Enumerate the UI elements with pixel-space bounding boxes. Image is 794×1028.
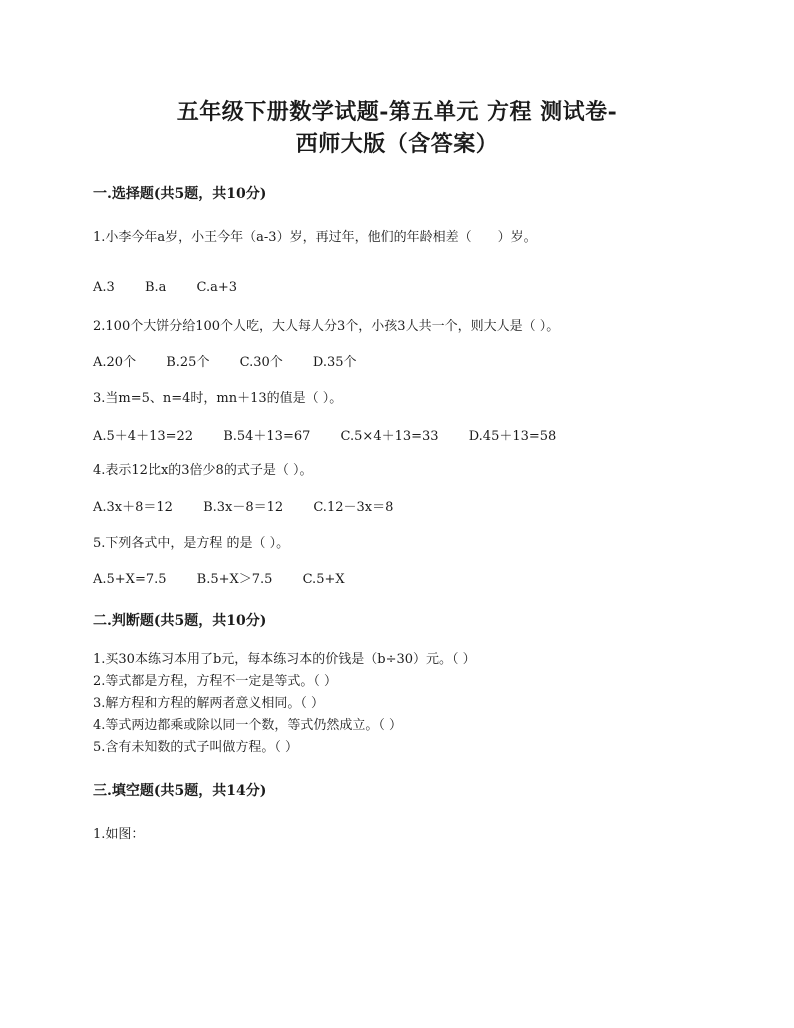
options-3 — [93, 425, 582, 444]
option-a: A.5＋4＋13=22 — [93, 429, 194, 444]
judgment-item-4: 4.等式两边都乘或除以同一个数，等式仍然成立。（ ） — [93, 718, 403, 733]
options-1 — [93, 280, 263, 295]
question-3: 3.当m=5、n=4时，mn＋13的值是（ ）。 — [93, 391, 343, 406]
option-c: C.30个 — [239, 355, 283, 370]
judgment-item-3: 3.解方程和方程的解两者意义相同。（ ） — [93, 696, 325, 711]
options-5 — [93, 568, 371, 587]
option-d: D.45＋13=58 — [468, 429, 557, 444]
option-a: A.3x＋8＝12 — [93, 500, 173, 515]
option-c: C.a+3 — [196, 280, 238, 295]
question-4: 4.表示12比x的3倍少8的式子是（ ）。 — [93, 463, 313, 478]
question-5: 5.下列各式中，是方程 的是（ ）。 — [93, 536, 290, 551]
judgment-item-2: 2.等式都是方程，方程不一定是等式。（ ） — [93, 674, 338, 689]
option-a: A.20个 — [93, 355, 137, 370]
option-b: B.54＋13=67 — [223, 429, 311, 444]
option-c: C.12－3x＝8 — [313, 500, 394, 515]
option-b: B.25个 — [166, 355, 210, 370]
option-b: B.a — [144, 280, 167, 295]
option-d: D.35个 — [312, 355, 357, 370]
fill-item-1: 1.如图： — [93, 827, 145, 842]
question-1: 1.小李今年a岁，小王今年（a-3）岁，再过年，他们的年龄相差（ ）岁。 — [93, 230, 537, 245]
option-c: C.5×4＋13=33 — [340, 429, 439, 444]
section-heading-choice: 一.选择题(共5题，共10分) — [93, 186, 267, 202]
option-a: A.5+X=7.5 — [93, 572, 167, 587]
section-heading-fill: 三.填空题(共5题，共14分) — [93, 783, 267, 799]
options-2 — [93, 351, 383, 370]
options-4 — [93, 496, 419, 515]
title-line-2: 西师大版（含答案） — [295, 131, 499, 157]
option-b: B.5+X＞7.5 — [196, 572, 273, 587]
question-2: 2.100个大饼分给100个人吃，大人每人分3个，小孩3人共一个，则大人是（ ）。 — [93, 319, 560, 334]
section-heading-judgment: 二.判断题(共5题，共10分) — [93, 613, 267, 629]
option-a: A.3 — [93, 280, 115, 295]
judgment-item-5: 5.含有未知数的式子叫做方程。（ ） — [93, 740, 299, 755]
judgment-item-1: 1.买30本练习本用了b元，每本练习本的价钱是（b÷30）元。（ ） — [93, 652, 476, 667]
option-c: C.5+X — [302, 572, 345, 587]
title-line-1: 五年级下册数学试题-第五单元 方程 测试卷- — [176, 99, 618, 125]
option-b: B.3x－8＝12 — [203, 500, 284, 515]
